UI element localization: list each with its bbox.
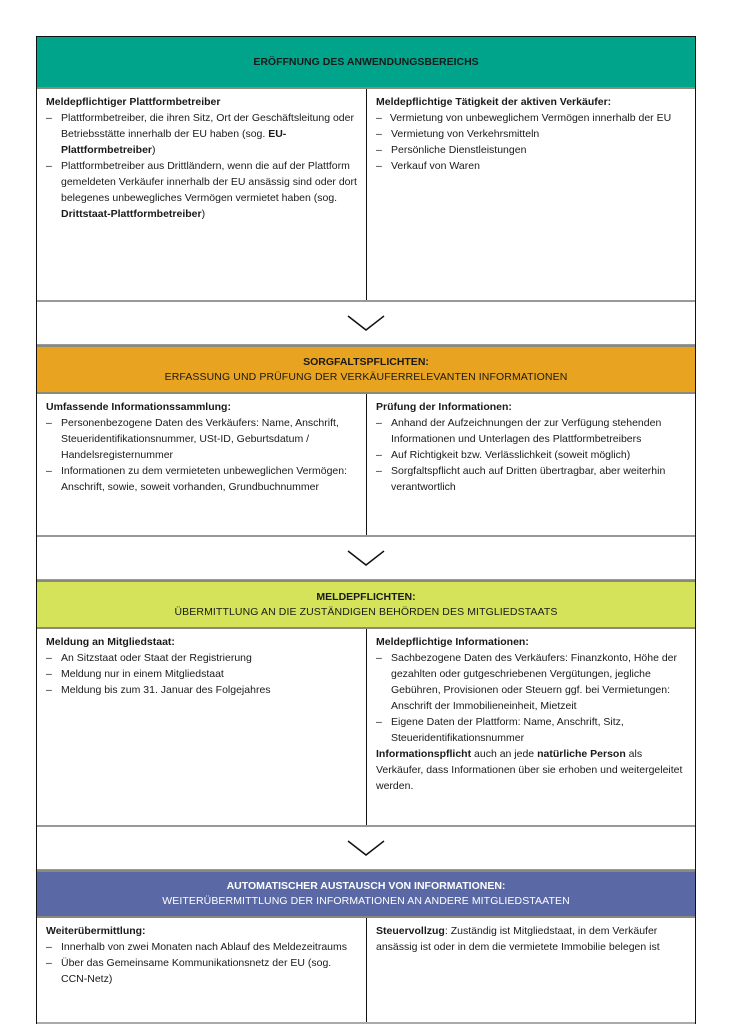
item-text: An Sitzstaat oder Staat der Registrierung <box>61 652 252 664</box>
item-text: Sorgfaltspflicht auch auf Dritten übertragbar, aber weiterhin <box>391 465 666 477</box>
dash-bullet: – <box>46 668 52 680</box>
header-title: AUTOMATISCHER AUSTAUSCH VON INFORMATIONEN: <box>226 880 506 892</box>
cell-member-state-report <box>37 629 366 825</box>
item-text: Personenbezogene Daten des Verkäufers: Name, Anschrift, Steueridentifikationsnummer, USt-ID, Geburtsdatum / Handelsregisternummer <box>61 417 339 461</box>
chevron-down-icon <box>346 549 386 567</box>
enforcement-bold: Steuervollzug <box>376 925 445 937</box>
header-subtitle: WEITERÜBERMITTLUNG DER INFORMATIONEN AN ANDERE MITGLIEDSTAATEN <box>162 895 570 907</box>
cell-title: Meldepflichtige Informationen: <box>376 636 529 648</box>
dash-bullet: – <box>46 957 52 969</box>
item-text: Anhand der Aufzeichnungen der zur Verfügung stehenden <box>391 417 662 429</box>
flow-arrow <box>37 537 695 580</box>
item-text: Vermietung von unbeweglichem Vermögen innerhalb der EU <box>389 112 672 124</box>
section-header-scope <box>37 36 695 89</box>
chevron-down-icon <box>346 839 386 857</box>
item-text: Innerhalb von zwei Monaten nach Ablauf des Meldezeitraums <box>61 941 348 953</box>
header-title: ERÖFFNUNG DES ANWENDUNGSBEREICHS <box>253 55 479 68</box>
item-text: Informationen zu dem vermieteten unbeweglichen Vermögen: <box>61 465 348 477</box>
item-text: Meldung nur in einem Mitgliedstaat <box>61 668 224 680</box>
flow-diagram <box>36 36 696 1024</box>
list-item <box>376 158 687 174</box>
dash-bullet: – <box>376 160 382 172</box>
item-text: Auf Richtigkeit bzw. Verlässlichkeit (soweit möglich) <box>391 449 631 461</box>
cell-platform-operator <box>37 89 366 300</box>
item-text-continued: Anschrift, sowie, soweit vorhanden, Grundbuchnummer <box>61 481 319 493</box>
list-item <box>376 126 687 142</box>
dash-bullet: – <box>46 465 52 477</box>
dash-bullet: – <box>376 465 382 477</box>
list-item <box>46 415 358 463</box>
dash-bullet: – <box>46 652 52 664</box>
note-bold: natürliche Person <box>537 748 626 760</box>
dash-bullet: – <box>376 144 382 156</box>
note-text: auch an jede <box>471 748 538 760</box>
item-text-after: ) <box>152 144 156 156</box>
header-subtitle: ERFASSUNG UND PRÜFUNG DER VERKÄUFERRELEVANTEN INFORMATIONEN <box>164 370 568 383</box>
enforcement-text: : Zuständig ist Mitgliedstaat, in dem Verkäufer ansässig ist oder in dem die vermietete Immobilie belegen ist <box>376 925 660 953</box>
list-item <box>46 682 358 698</box>
item-bold: Drittstaat-Plattformbetreiber <box>61 208 202 220</box>
cell-title: Meldepflichtige Tätigkeit der aktiven Verkäufer: <box>376 96 612 108</box>
cell-tax-enforcement <box>366 918 695 1022</box>
item-text: Meldung bis zum 31. Januar des Folgejahres <box>61 684 271 696</box>
dash-bullet: – <box>46 417 52 429</box>
list-item <box>46 939 358 955</box>
section-header-due-diligence <box>37 345 695 394</box>
list-item <box>46 955 358 987</box>
cell-title: Umfassende Informationssammlung: <box>46 401 231 413</box>
list-item <box>376 110 687 126</box>
dash-bullet: – <box>376 652 382 664</box>
item-text: Plattformbetreiber, die ihren Sitz, Ort der Geschäftsleitung oder Betriebsstätte innerhalb der EU haben (sog. <box>61 112 354 140</box>
note-text: als Verkäufer, dass Informationen über sie erhoben und weitergeleitet werden. <box>376 748 683 792</box>
cell-information-review <box>366 394 695 535</box>
section-header-exchange <box>37 870 695 918</box>
list-item <box>376 415 687 447</box>
cell-title: Meldung an Mitgliedstaat: <box>46 636 175 648</box>
item-text: Verkauf von Waren <box>391 160 480 172</box>
dash-bullet: – <box>376 449 382 461</box>
cell-title: Prüfung der Informationen: <box>376 401 512 413</box>
header-title: MELDEPFLICHTEN: <box>316 590 416 603</box>
dash-bullet: – <box>46 112 52 124</box>
information-duty-note <box>376 746 687 794</box>
item-text-after: ) <box>201 208 206 220</box>
list-item <box>376 650 687 714</box>
flow-arrow <box>37 827 695 870</box>
item-bold: EU-Plattformbetreiber <box>61 128 287 156</box>
item-text-continued: Informationen und Unterlagen des Plattformbetreibers <box>391 433 642 445</box>
list-item <box>46 110 358 158</box>
cell-title: Meldepflichtiger Plattformbetreiber <box>46 96 221 108</box>
chevron-down-icon <box>346 314 386 332</box>
item-text-continued: verantwortlich <box>391 481 456 493</box>
section-row-due-diligence <box>37 394 695 537</box>
header-subtitle: ÜBERMITTLUNG AN DIE ZUSTÄNDIGEN BEHÖRDEN DES MITGLIEDSTAATS <box>174 605 558 618</box>
cell-information-collection <box>37 394 366 535</box>
header-title: SORGFALTSPFLICHTEN: <box>303 355 429 368</box>
cell-reportable-information <box>366 629 695 825</box>
item-text: Über das Gemeinsame Kommunikationsnetz der EU (sog. CCN-Netz) <box>61 957 332 985</box>
dash-bullet: – <box>46 684 52 696</box>
item-text: Sachbezogene Daten des Verkäufers: Finanzkonto, Höhe der gezahlten oder gutgeschriebenen Vergütungen, jegliche Gebühren, Provisionen oder Steuern ggf. bei Vermietungen: Anschrift der Immobilieneinheit, Mietzeit <box>391 652 678 712</box>
tax-enforcement-text <box>376 923 687 955</box>
list-item <box>376 463 687 495</box>
section-row-scope <box>37 89 695 302</box>
item-text: Plattformbetreiber aus Drittländern, wenn die auf der Plattform gemeldeten Verkäufer innerhalb der EU ansässig sind oder dort belegenes unbewegliches Vermögen vermietet haben (sog. <box>61 160 357 204</box>
section-row-exchange <box>37 918 695 1024</box>
list-item <box>376 714 687 746</box>
cell-forwarding <box>37 918 366 1022</box>
list-item <box>376 447 687 463</box>
dash-bullet: – <box>46 941 52 953</box>
dash-bullet: – <box>376 716 382 728</box>
list-item <box>376 142 687 158</box>
section-row-reporting <box>37 629 695 827</box>
item-text: Eigene Daten der Plattform: Name, Anschrift, Sitz, Steueridentifikationsnummer <box>391 716 624 744</box>
item-text: Persönliche Dienstleistungen <box>391 144 527 156</box>
cell-title: Weiterübermittlung: <box>46 925 146 937</box>
note-bold: Informationspflicht <box>376 748 472 760</box>
dash-bullet: – <box>376 128 382 140</box>
list-item <box>46 463 358 495</box>
cell-seller-activity <box>366 89 695 300</box>
list-item <box>46 666 358 682</box>
list-item <box>46 650 358 666</box>
dash-bullet: – <box>376 417 382 429</box>
dash-bullet: – <box>46 160 52 172</box>
list-item <box>46 158 358 222</box>
dash-bullet: – <box>376 112 382 124</box>
flow-arrow <box>37 302 695 345</box>
section-header-reporting <box>37 580 695 629</box>
item-text: Vermietung von Verkehrsmitteln <box>391 128 540 140</box>
